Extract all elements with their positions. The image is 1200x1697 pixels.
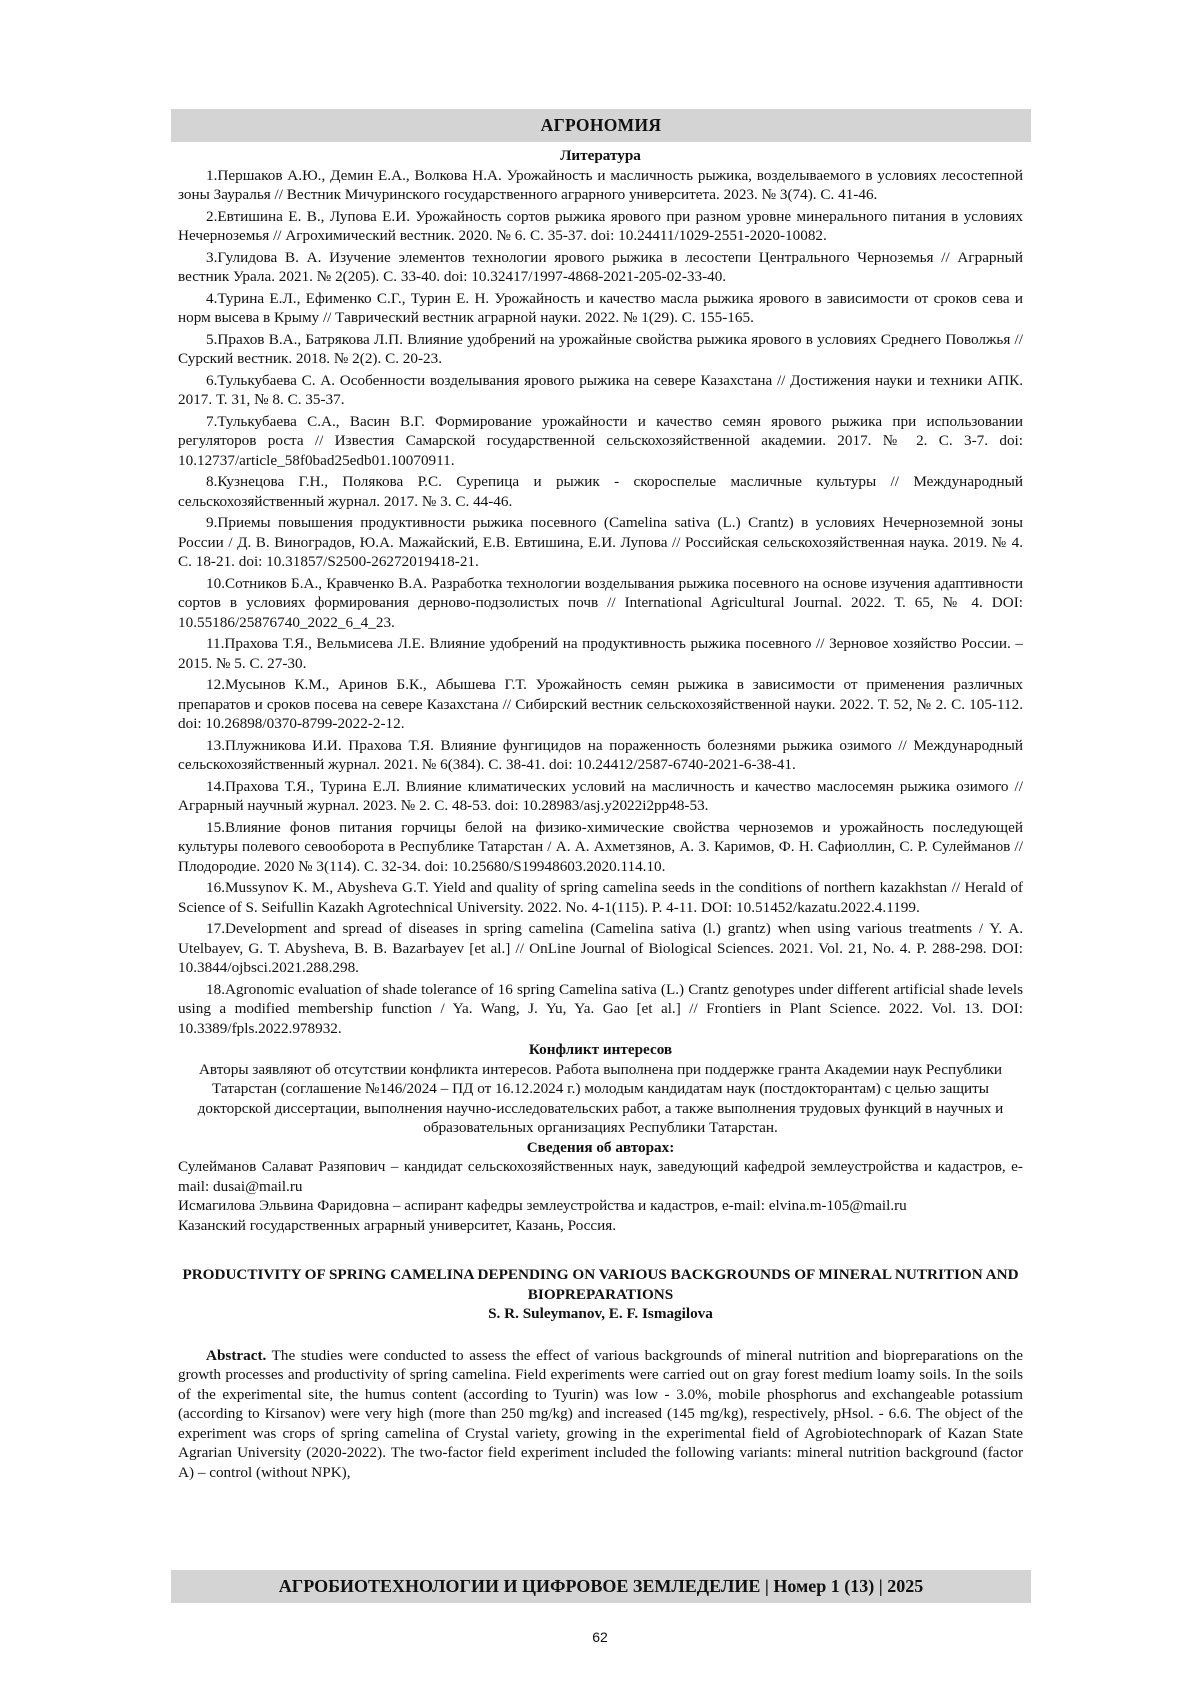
reference-item: 4.Турина Е.Л., Ефименко С.Г., Турин Е. Н. Урожайность и качество масла рыжика ярового в зависимости от сроков сева и норм высева в Крыму // Таврический вестник аграрной науки. 2022. № 1(29). С. 155-165. xyxy=(178,289,1023,326)
literature-heading: Литература xyxy=(560,147,641,164)
conflict-text: Авторы заявляют об отсутствии конфликта интересов. Работа выполнена при поддержке гранта Академии наук Республики Татарстан (соглашение №146/2024 – ПД от 16.12.2024 г.) молодым кандидатам наук (постдокторантам) с целью защиты докторской диссертации, выполнения научно-исследовательских работ, а также выполнения трудовых функций в научных и образовательных организациях Республики Татарстан. xyxy=(197,1060,1004,1136)
abstract-label: Abstract. xyxy=(206,1346,267,1364)
article-body xyxy=(178,146,1023,1482)
section-header xyxy=(171,109,1031,142)
reference-item: 10.Сотников Б.А., Кравченко В.А. Разработка технологии возделывания рыжика посевного на основе изучения адаптивности сортов в условиях формирования дерново-подзолистых почв // International Agricultural Journal. 2022. Т. 65, № 4. DOI: 10.55186/25876740_2022_6_4_23. xyxy=(178,574,1023,631)
reference-list xyxy=(178,166,1023,1039)
abstract-paragraph xyxy=(178,1346,1023,1483)
reference-item: 18.Agronomic evaluation of shade tolerance of 16 spring Camelina sativa (L.) Crantz genotypes under different artificial shade levels using a modified membership function / Ya. Wang, J. Yu, Ya. Gao [et al.] // Frontiers in Plant Science. 2022. Vol. 13. DOI: 10.3389/fpls.2022.978932. xyxy=(178,980,1023,1037)
reference-item: 1.Першаков А.Ю., Демин Е.А., Волкова Н.А. Урожайность и масличность рыжика, возделываемого в условиях лесостепной зоны Зауралья // Вестник Мичуринского государственного аграрного университета. 2023. № 3(74). С. 41-46. xyxy=(178,166,1023,203)
reference-item: 2.Евтишина Е. В., Лупова Е.И. Урожайность сортов рыжика ярового при разном уровне минерального питания в условиях Нечерноземья // Агрохимический вестник. 2020. № 6. С. 35-37. doi: 10.24411/1029-2551-2020-10082. xyxy=(178,207,1023,244)
page-number: 62 xyxy=(592,1629,608,1645)
authors-heading: Сведения об авторах: xyxy=(526,1138,675,1156)
english-title: PRODUCTIVITY OF SPRING CAMELINA DEPENDING ON VARIOUS BACKGROUNDS OF MINERAL NUTRITION AND BIOPREPARATIONS xyxy=(182,1266,1019,1303)
reference-item: 9.Приемы повышения продуктивности рыжика посевного (Camelina sativa (L.) Crantz) в условиях Нечерноземной зоны России / Д. В. Виноградов, Ю.А. Мажайский, Е.В. Евтишина, Е.И. Лупова // Российская сельскохозяйственная наука. 2019. № 4. С. 18-21. doi: 10.31857/S2500-26272019418-21. xyxy=(178,514,1023,570)
reference-item: 6.Тулькубаева С. А. Особенности возделывания ярового рыжика на севере Казахстана // Достижения науки и техники АПК. 2017. Т. 31, № 8. С. 35-37. xyxy=(178,371,1023,408)
section-title: АГРОНОМИЯ xyxy=(540,115,662,135)
journal-footer xyxy=(171,1570,1031,1603)
english-authors: S. R. Suleymanov, E. F. Ismagilova xyxy=(488,1305,713,1322)
reference-item: 17.Development and spread of diseases in spring camelina (Camelina sativa (l.) grantz) when using various treatments / Y. A. Utelbayev, G. T. Abysheva, B. B. Bazarbayev [et al.] // OnLine Journal of Biological Sciences. 2021. Vol. 21, No. 4. P. 288-298. DOI: 10.3844/ojbsci.2021.288.298. xyxy=(178,920,1023,976)
reference-item: 5.Прахов В.А., Батрякова Л.П. Влияние удобрений на урожайные свойства рыжика ярового в условиях Среднего Поволжья // Сурский вестник. 2018. № 2(2). С. 20-23. xyxy=(178,330,1023,367)
reference-item: 13.Плужникова И.И. Прахова Т.Я. Влияние фунгицидов на пораженность болезнями рыжика озимого // Международный сельскохозяйственный журнал. 2021. № 6(384). С. 38-41. doi: 10.24412/2587-6740-2021-6-38-41. xyxy=(178,736,1023,773)
reference-item: 12.Мусынов К.М., Аринов Б.К., Абышева Г.Т. Урожайность семян рыжика в зависимости от применения различных препаратов и сроков посева на севере Казахстана // Сибирский вестник сельскохозяйственной науки. 2022. Т. 52, № 2. С. 105-112. doi: 10.26898/0370-8799-2022-2-12. xyxy=(178,676,1023,732)
journal-footer-title: АГРОБИОТЕХНОЛОГИИ И ЦИФРОВОЕ ЗЕМЛЕДЕЛИЕ | Номер 1 (13) | 2025 xyxy=(278,1576,924,1596)
author-info-line: Исмагилова Эльвина Фаридовна – аспирант кафедры землеустройства и кадастров, e-mail: elvina.m-105@mail.ru xyxy=(178,1197,907,1214)
reference-item: 8.Кузнецова Г.Н., Полякова Р.С. Сурепица и рыжик - скороспелые масличные культуры // Международный сельскохозяйственный журнал. 2017. № 3. С. 44-46. xyxy=(178,473,1023,510)
reference-item: 11.Прахова Т.Я., Вельмисева Л.Е. Влияние удобрений на продуктивность рыжика посевного // Зерновое хозяйство России. – 2015. № 5. С. 27-30. xyxy=(178,635,1023,672)
conflict-heading: Конфликт интересов xyxy=(528,1041,673,1058)
author-info-line: Сулейманов Салават Разяпович – кандидат сельскохозяйственных наук, заведующий кафедрой землеустройства и кадастров, e-mail: dusai@mail.ru xyxy=(178,1158,1023,1195)
abstract-text: The studies were conducted to assess the effect of various backgrounds of mineral nutrition and biopreparations on the growth processes and productivity of spring camelina. Field experiments were carried out on gray forest medium loamy soils. In the soils of the experimental site, the humus content (according to Tyurin) was low - 3.0%, mobile phosphorus and exchangeable potassium (according to Kirsanov) were very high (more than 250 mg/kg) and increased (145 mg/kg), respectively, pHsol. - 6.6. The object of the experiment was crops of spring camelina of Crystal variety, growing in the experimental field of Agrobiotechnopark of Kazan State Agrarian University (2020-2022). The two-factor field experiment included the following variants: mineral nutrition background (factor A) – control (without NPK), xyxy=(178,1346,1023,1481)
reference-item: 16.Mussynov K. M., Abysheva G.T. Yield and quality of spring camelina seeds in the conditions of northern kazakhstan // Herald of Science of S. Seifullin Kazakh Agrotechnical University. 2022. No. 4-1(115). P. 4-11. DOI: 10.51452/kazatu.2022.4.1199. xyxy=(178,879,1023,916)
affiliation-line: Казанский государственных аграрный университет, Казань, Россия. xyxy=(178,1216,617,1234)
reference-item: 7.Тулькубаева С.А., Васин В.Г. Формирование урожайности и качество семян ярового рыжика при использовании регуляторов роста // Известия Самарской государственной сельскохозяйственной академии. 2017. № 2. С. 3-7. doi: 10.12737/article_58f0bad25edb01.10070911. xyxy=(178,412,1023,469)
reference-item: 3.Гулидова В. А. Изучение элементов технологии ярового рыжика в лесостепи Центрального Черноземья // Аграрный вестник Урала. 2021. № 2(205). С. 33-40. doi: 10.32417/1997-4868-2021-205-02-33-40. xyxy=(178,248,1023,285)
reference-item: 14.Прахова Т.Я., Турина Е.Л. Влияние климатических условий на масличность и качество маслосемян рыжика озимого // Аграрный научный журнал. 2023. № 2. С. 48-53. doi: 10.28983/asj.y2022i2pp48-53. xyxy=(178,777,1023,814)
reference-item: 15.Влияние фонов питания горчицы белой на физико-химические свойства черноземов и урожайность последующей культуры полевого севооборота в Республике Татарстан / А. А. Ахметзянов, А. З. Каримов, Ф. Н. Сафиоллин, С. Р. Сулейманов // Плодородие. 2020 № 3(114). С. 32-34. doi: 10.25680/S19948603.2020.114.10. xyxy=(178,818,1023,875)
